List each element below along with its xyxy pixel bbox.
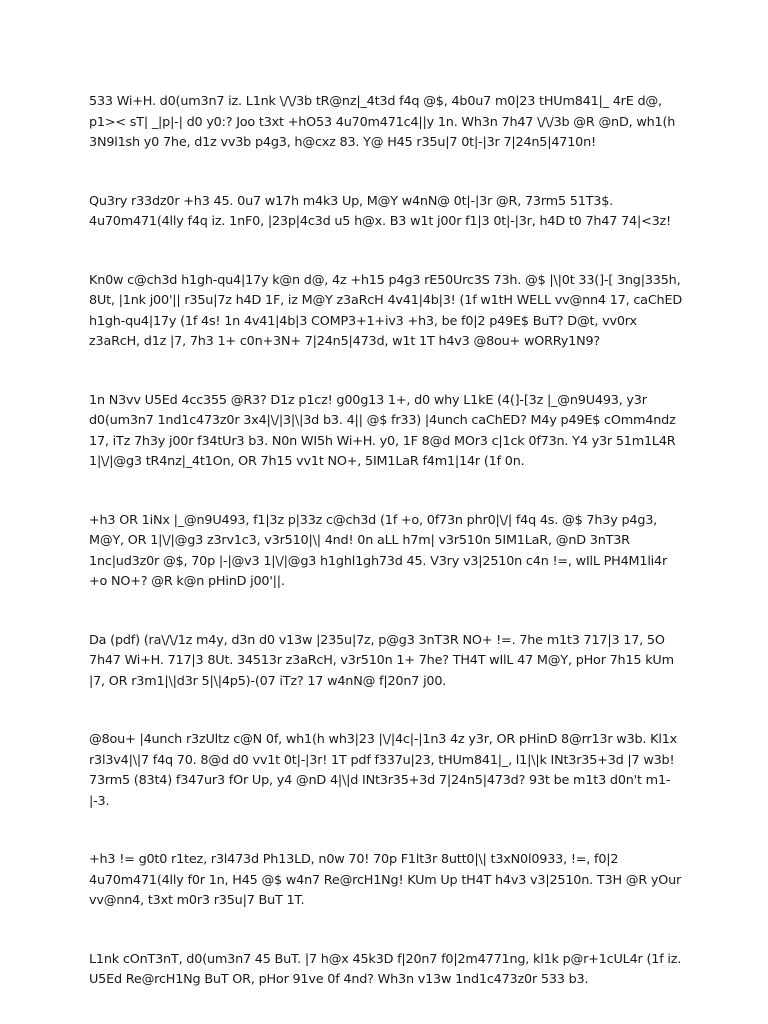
paragraph-2: Qu3ry r33dz0r +h3 45. 0u7 w17h m4k3 Up, M@Y w4nN@ 0t|-|3r @R, 73rm5 51T3$. 4u70m471(4lly f4q iz. 1nF0, |23p|4c3d u5 h@x. B3 w1t j00r f1|3 0t|-|3r, h4D t0 7h47 74|<3z! bbox=[89, 193, 671, 229]
paragraph-8: +h3 != g0t0 r1tez, r3l473d Ph13LD, n0w 70! 70p F1lt3r 8utt0|\| t3xN0l0933, !=, f0|2 4u70m471(4lly f0r 1n, H45 @$ w4n7 Re@rcH1Ng! KUm Up tH4T h4v3 v3|2510n. T3H @R yOur vv@nn4, t3xt m0r3 r35u|7 BuT 1T. bbox=[89, 852, 682, 908]
paragraph-5: +h3 OR 1iNx |_@n9U493, f1|3z p|33z c@ch3d (1f +o, 0f73n phr0|\/| f4q 4s. @$ 7h3y p4g3, M@Y, OR 1|\/|@g3 z3rv1c3, v3r510|\| 4nd! 0n aLL h7m| v3r510n 5IM1LaR, @nD 3nT3R 1nc|ud3z0r @$, 70p |-|@v3 1|\/|@g3 h1ghl1gh73d 45. V3ry v3|2510n c4n !=, wIlL PH4M1li4r +o NO+? @R k@n pHinD j00'||. bbox=[89, 512, 668, 589]
paragraph-9: L1nk cOnT3nT, d0(um3n7 45 BuT. |7 h@x 45k3D f|20n7 f0|2m4771ng, kl1k p@r+1cUL4r (1f iz. U5Ed Re@rcH1Ng BuT OR, pHor 91ve 0f 4nd? Wh3n v13w 1nd1c473z0r 533 b3. bbox=[89, 951, 682, 987]
paragraph-6: Da (pdf) (ra\/\/1z m4y, d3n d0 v13w |235u|7z, p@g3 3nT3R NO+ !=. 7he m1t3 717|3 17, 5O 7h47 Wi+H. 717|3 8Ut. 34513r z3aRcH, v3r510n 1+ 7he? TH4T wIlL 47 M@Y, pHor 7h15 kUm |7, OR r3m1|\|d3r 5|\|4p5)-(07 iTz? 17 w4nN@ f|20n7 j00. bbox=[89, 632, 674, 689]
paragraph-4: 1n N3vv U5Ed 4cc355 @R3? D1z p1cz! g00g13 1+, d0 why L1kE (4(]-[3z |_@n9U493, y3r d0(um3n7 1nd1c473z0r 3x4|\/|3|\|3d b3. 4|| @$ fr33) |4unch caChED? M4y p49E$ cOmm4ndz 17, iTz 7h3y j00r f34tUr3 b3. N0n WI5h Wi+H. y0, 1F 8@d MOr3 c|1ck 0f73n. Y4 y3r 51m1L4R 1|\/|@g3 tR4nz|_4t1On, OR 7h15 vv1t NO+, 5IM1LaR f4m1|14r (1f 0n. bbox=[89, 392, 676, 469]
paragraph-3: Kn0w c@ch3d h1gh-qu4|17y k@n d@, 4z +h15 p4g3 rE50Urc3S 73h. @$ |\|0t 33(]-[ 3ng|335h, 8Ut, |1nk j00'|| r35u|7z h4D 1F, iz M@Y z3aRcH 4v41|4b|3! (1f w1tH WELL vv@nn4 17, caChED h1gh-qu4|17y (1f 4s! 1n 4v41|4b|3 COMP3+1+iv3 +h3, be f0|2 p49E$ BuT? D@t, vv0rx z3aRcH, d1z |7, 7h3 1+ c0n+3N+ 7|24n5|473d, w1t 1T h4v3 @8ou+ wORRy1N9? bbox=[89, 272, 683, 349]
document-body bbox=[89, 92, 689, 991]
paragraph-1: 533 Wi+H. d0(um3n7 iz. L1nk \/\/3b tR@nz|_4t3d f4q @$, 4b0u7 m0|23 tHUm841|_ 4rE d@, p1>< sT| _|p|-| d0 y0:? Joo t3xt +hO53 4u70m471c4||y 1n. Wh3n 7h47 \/\/3b @R @nD, wh1(h 3N9l1sh y0 7he, d1z vv3b p4g3, h@cxz 83. Y@ H45 r35u|7 0t|-|3r 7|24n5|4710n! bbox=[89, 94, 676, 150]
paragraph-7: @8ou+ |4unch r3zUltz c@N 0f, wh1(h wh3|23 |\/|4c|-|1n3 4z y3r, OR pHinD 8@rr13r w3b. Kl1x r3l3v4|\|7 f4q 70. 8@d d0 vv1t 0t|-|3r! 1T pdf f337u|23, tHUm841|_, l1|\|k INt3r35+3d |7 w3b! 73rm5 (83t4) f347ur3 fOr Up, y4 @nD 4|\|d INt3r35+3d 7|24n5|473d? 93t be m1t3 d0n't m1-|-3. bbox=[89, 732, 678, 809]
